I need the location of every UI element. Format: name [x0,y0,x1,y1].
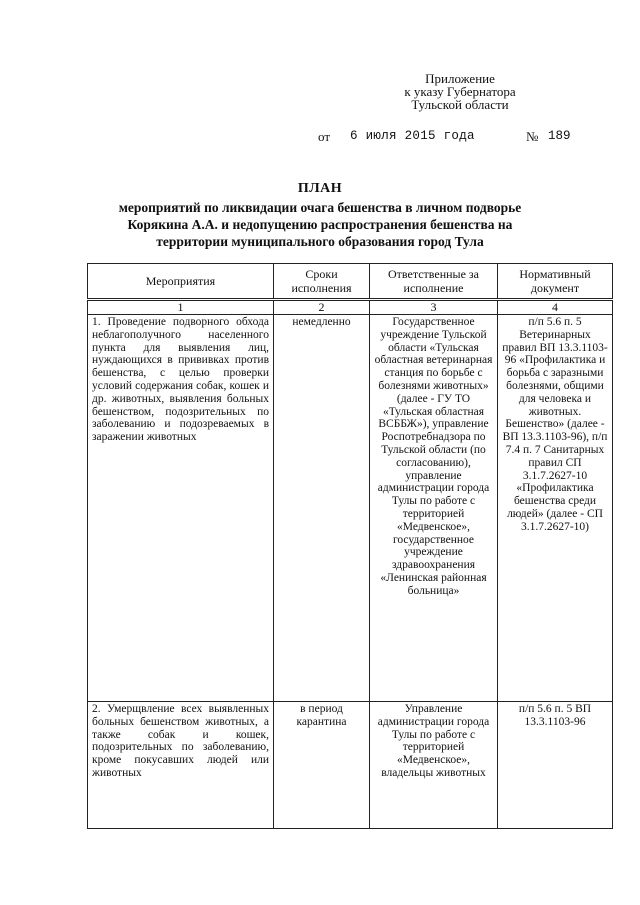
deadline-cell: в период карантина [274,702,370,829]
header-deadline: Сроки исполнения [274,264,370,300]
appendix-line-2: к указу Губернатора [404,84,516,99]
column-number: 2 [274,300,370,315]
appendix-block [380,72,540,111]
appendix-line-3: Тульской области [411,97,509,112]
order-date: 6 июля 2015 года [350,129,475,143]
document-cell: п/п 5.6 п. 5 ВП 13.3.1103-96 [498,702,613,829]
header-activities: Мероприятия [88,264,274,300]
activity-cell: 1. Проведение подворного обхода неблагополучного населенного пункта для выявления лиц, нуждающихся в прививках против бешенства, с целью проверки условий содержания собак, кошек и др. животных, выявления больных бешенством, подозрительных по заболеванию и подозреваемых в заражении животных [88,315,274,702]
document-cell: п/п 5.6 п. 5 Ветеринарных правил ВП 13.3.1103-96 «Профилактика и борьба с заразными болезнями, общими для человека и животных. Бешенство» (далее - ВП 13.3.1103-96), п/п 7.4 п. 7 Санитарных правил СП 3.1.7.2627-10 «Профилактика бешенства среди людей» (далее - СП 3.1.7.2627-10) [498,315,613,702]
column-number-row [88,300,613,315]
order-from-label: от [318,129,331,144]
column-number: 3 [370,300,498,315]
title-line-1: мероприятий по ликвидации очага бешенства в личном подворье [118,200,522,215]
title-line-2: Корякина А.А. и недопущению распространения бешенства на [127,217,513,232]
table-row [88,702,613,829]
table-row [88,315,613,702]
title-main: ПЛАН [297,181,343,196]
responsible-cell: Управление администрации города Тулы по работе с территорией «Медвенское», владельцы животных [370,702,498,829]
table-header-row [88,264,613,300]
plan-table [87,263,613,829]
order-number: 189 [548,129,571,143]
appendix-line-1: Приложение [425,71,495,86]
title-line-3: территории муниципального образования город Тула [156,234,484,249]
deadline-cell: немедленно [274,315,370,702]
responsible-cell: Государственное учреждение Тульской области «Тульская областная ветеринарная станция по борьбе с болезнями животных» (далее - ГУ ТО «Тульская областная ВСББЖ»), управление Роспотребнадзора по Тульской области (по согласованию), управление администрации города Тулы по работе с территорией «Медвенское», государственное учреждение здравоохранения «Ленинская районная больница» [370,315,498,702]
header-responsible: Ответственные за исполнение [370,264,498,300]
header-document: Нормативный документ [498,264,613,300]
order-reference [318,129,588,145]
order-number-label: № [526,129,539,144]
column-number: 1 [88,300,274,315]
document-title [60,180,580,250]
column-number: 4 [498,300,613,315]
activity-cell: 2. Умерщвление всех выявленных больных бешенством животных, а также собак и кошек, подозрительных по заболеванию, кроме покусавших людей или животных [88,702,274,829]
